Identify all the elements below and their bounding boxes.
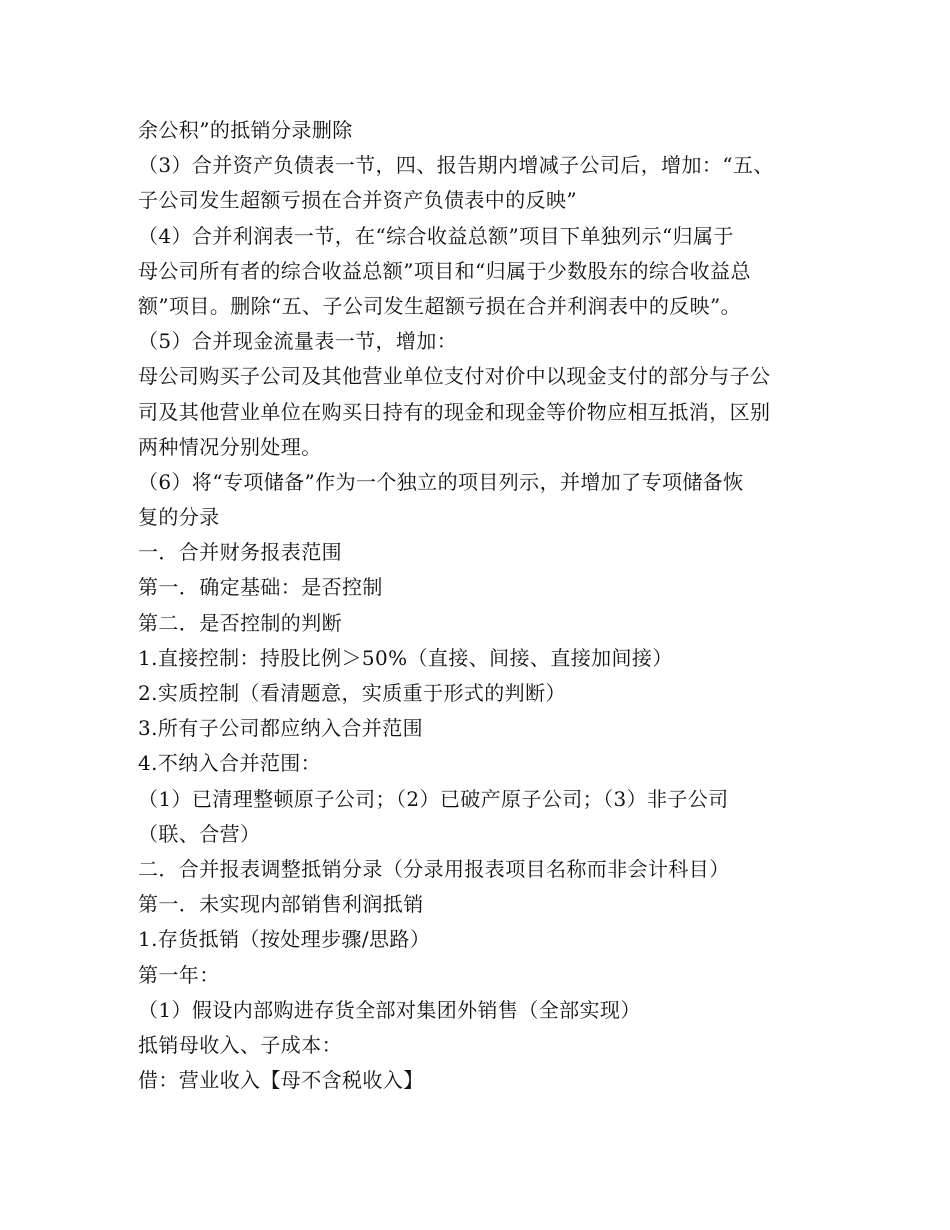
subsection-heading: 第一．确定基础：是否控制 — [138, 575, 383, 600]
section-heading: 二．合并报表调整抵销分录（分录用报表项目名称而非会计科目） — [138, 856, 730, 881]
subsection-heading: 第二．是否控制的判断 — [138, 610, 342, 635]
list-item: 1.存货抵销（按处理步骤/思路） — [138, 927, 431, 952]
text-line: （1）假设内部购进存货全部对集团外销售（全部实现） — [138, 997, 641, 1022]
list-item: 3.所有子公司都应纳入合并范围 — [138, 716, 424, 741]
text-line: （5）合并现金流量表一节，增加： — [138, 329, 458, 354]
text-line: 第一年： — [138, 962, 220, 987]
text-line: 复的分录 — [138, 505, 220, 530]
section-heading: 一．合并财务报表范围 — [138, 540, 342, 565]
text-line: 额”项目。删除“五、子公司发生超额亏损在合并利润表中的反映”。 — [138, 293, 742, 318]
text-line: 借：营业收入【母不含税收入】 — [138, 1068, 424, 1093]
text-line: 母公司购买子公司及其他营业单位支付对价中以现金支付的部分与子公 — [138, 364, 771, 389]
text-line: （4）合并利润表一节，在“综合收益总额”项目下单独列示“归属于 — [138, 223, 734, 248]
subsection-heading: 第一．未实现内部销售利润抵销 — [138, 892, 424, 917]
text-line: 余公积”的抵销分录删除 — [138, 118, 353, 142]
text-line: 司及其他营业单位在购买日持有的现金和现金等价物应相互抵消，区别 — [138, 399, 771, 424]
list-item: 2.实质控制（看清题意，实质重于形式的判断） — [138, 681, 566, 705]
document-body — [138, 113, 838, 1098]
text-line: 抵销母收入、子成本： — [138, 1032, 342, 1057]
text-line: 母公司所有者的综合收益总额”项目和“归属于少数股东的综合收益总 — [138, 258, 751, 283]
list-item: 4.不纳入合并范围： — [138, 751, 322, 776]
text-line: （3）合并资产负债表一节，四、报告期内增减子公司后，增加：“五、 — [138, 153, 774, 178]
list-item: 1.直接控制：持股比例＞50%（直接、间接、直接加间接） — [138, 645, 673, 670]
text-line: （1）已清理整顿原子公司；（2）已破产原子公司；（3）非子公司 — [138, 786, 729, 811]
text-line: 子公司发生超额亏损在合并资产负债表中的反映” — [138, 188, 578, 213]
text-line: （联、合营） — [138, 821, 261, 846]
text-line: （6）将“专项储备”作为一个独立的项目列示，并增加了专项储备恢 — [138, 469, 744, 494]
text-line: 两种情况分别处理。 — [138, 434, 322, 459]
